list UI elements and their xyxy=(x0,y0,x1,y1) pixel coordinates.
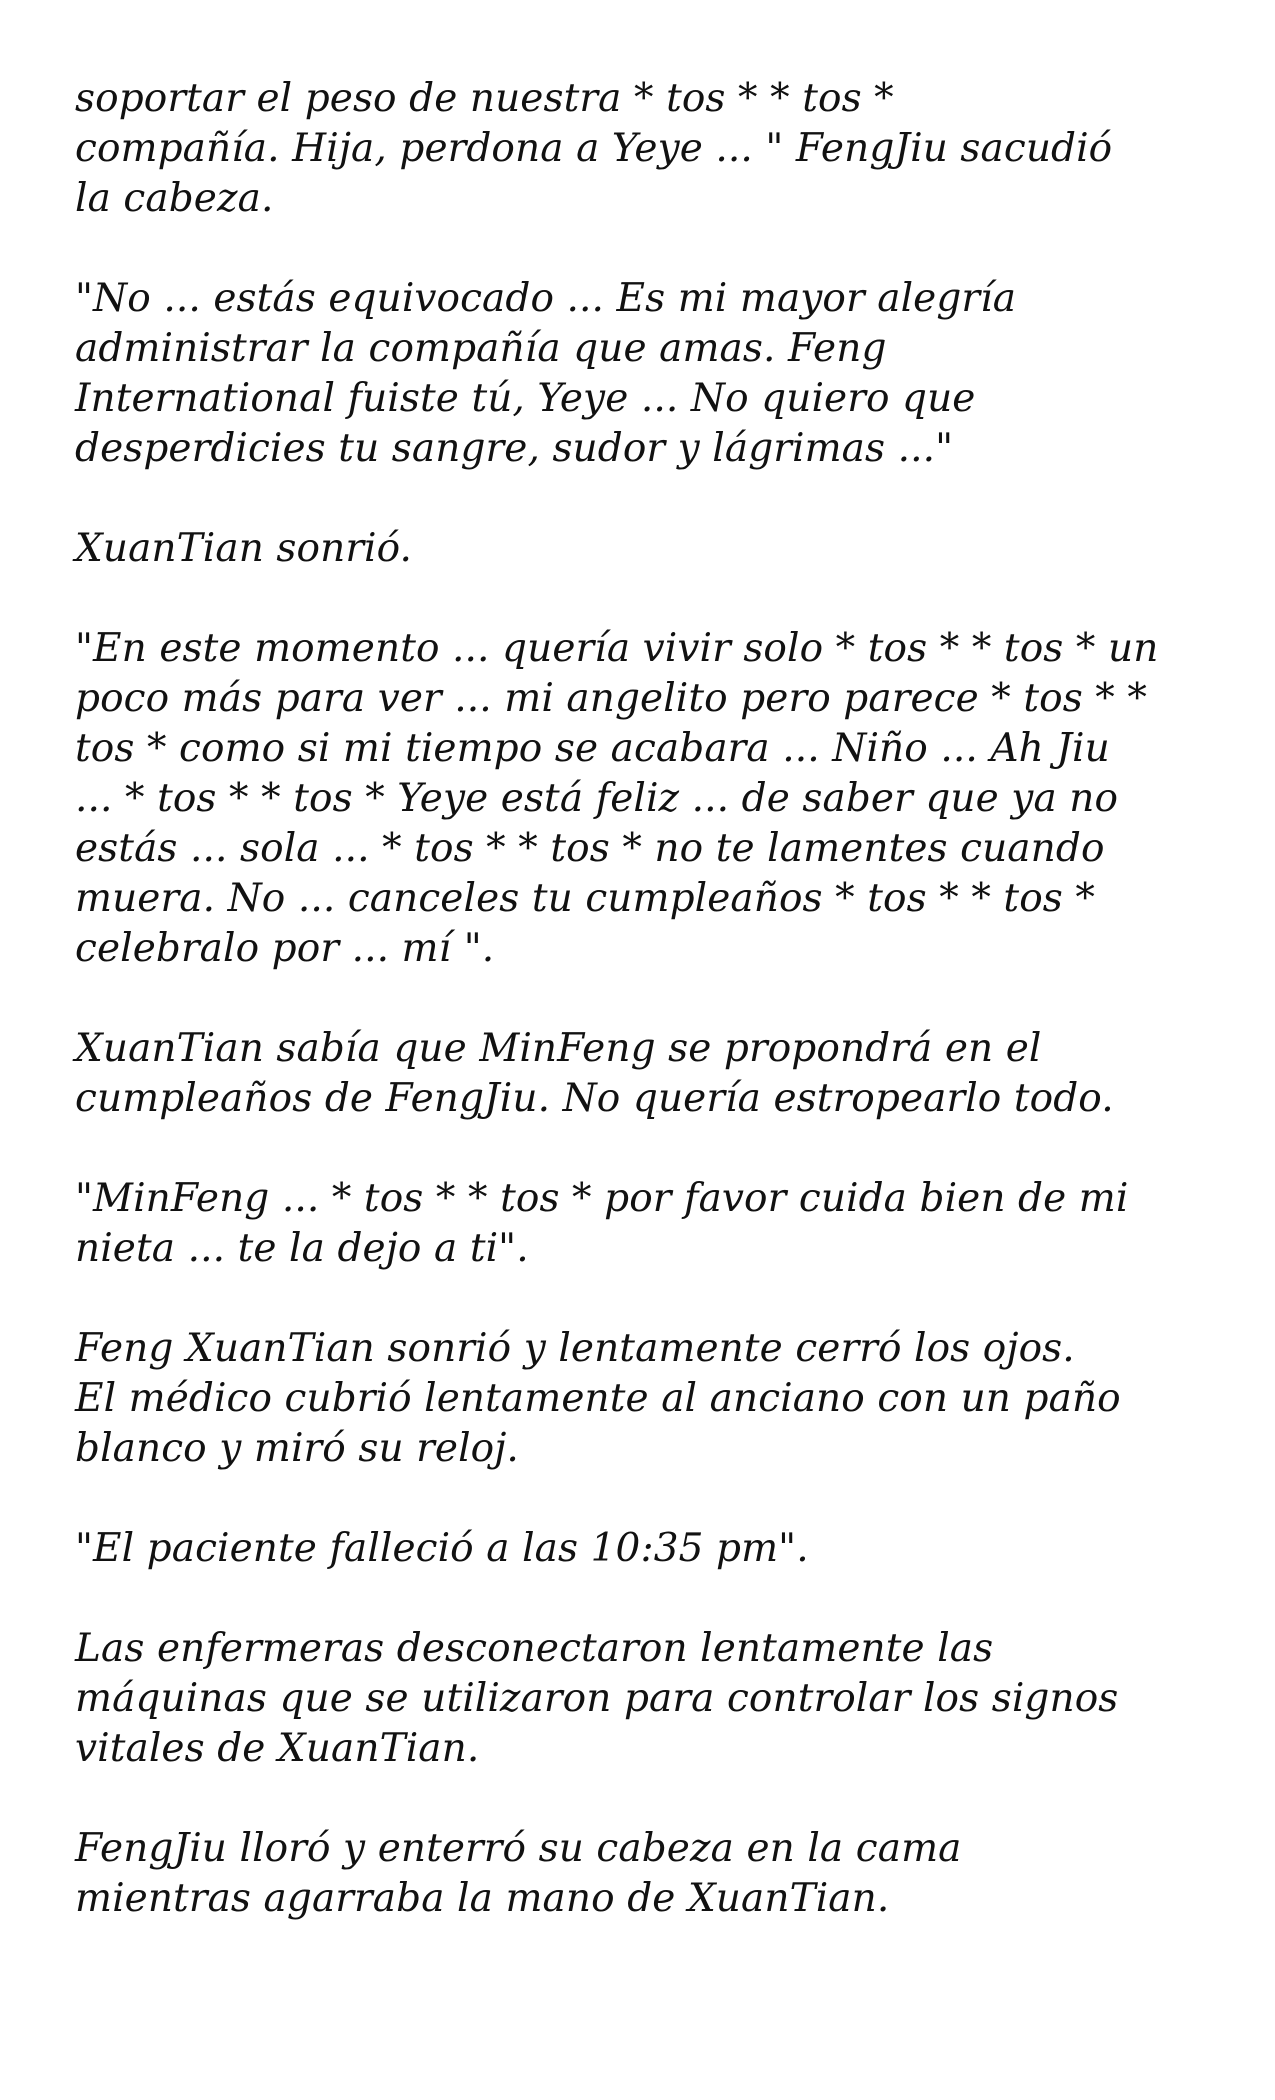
paragraph-7: Feng XuanTian sonrió y lentamente cerró los ojos. El médico cubrió lentamente al anciano con un paño blanco y miró su reloj. xyxy=(75,1326,1121,1471)
document-body xyxy=(75,74,1235,1924)
paragraph-1: soportar el peso de nuestra * tos * * tos * compañía. Hija, perdona a Yeye ... " FengJiu sacudió la cabeza. xyxy=(75,76,1113,221)
paragraph-4: "En este momento ... quería vivir solo * tos * * tos * un poco más para ver ... mi angelito pero parece * tos * * tos * como si mi tiempo se acabara ... Niño ... Ah Jiu ... * tos * * tos * Yeye está feliz ... de saber que ya no estás ... sola ... * tos * * tos * no te lamentes cuando muera. No ... canceles tu cumpleaños * tos * * tos * celebralo por ... mí ". xyxy=(75,626,1159,971)
paragraph-8: "El paciente falleció a las 10:35 pm". xyxy=(75,1526,809,1571)
paragraph-5: XuanTian sabía que MinFeng se propondrá en el cumpleaños de FengJiu. No quería estropearlo todo. xyxy=(75,1026,1114,1121)
paragraph-10: FengJiu lloró y enterró su cabeza en la cama mientras agarraba la mano de XuanTian. xyxy=(75,1826,962,1921)
paragraph-2: "No ... estás equivocado ... Es mi mayor alegría administrar la compañía que amas. Feng International fuiste tú, Yeye ... No quiero que desperdicies tu sangre, sudor y lágrimas ..." xyxy=(75,276,1017,471)
paragraph-9: Las enfermeras desconectaron lentamente las máquinas que se utilizaron para controlar los signos vitales de XuanTian. xyxy=(75,1626,1119,1771)
paragraph-6: "MinFeng ... * tos * * tos * por favor cuida bien de mi nieta ... te la dejo a ti". xyxy=(75,1176,1129,1271)
paragraph-3: XuanTian sonrió. xyxy=(75,526,413,571)
